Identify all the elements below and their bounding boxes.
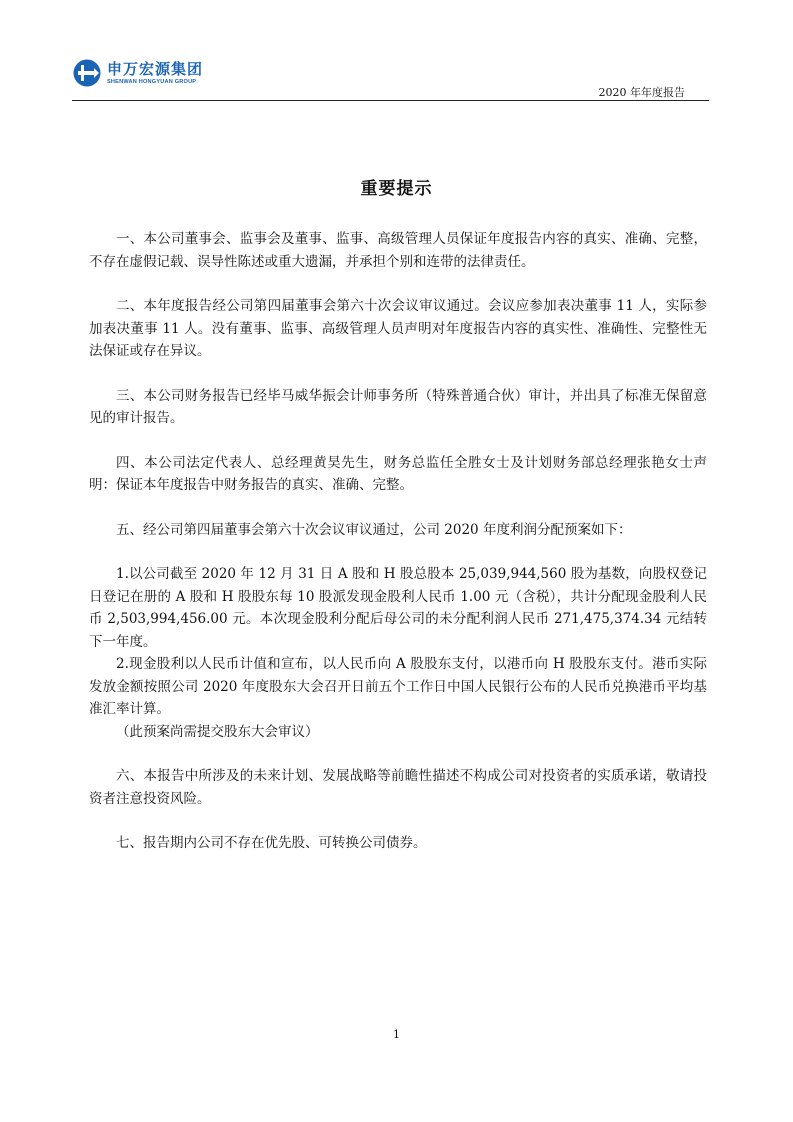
notice-paragraph-5: 五、经公司第四届董事会第六十次会议审议通过，公司 2020 年度利润分配预案如下： xyxy=(116,521,632,538)
logo-chinese-name: 申万宏源集团 xyxy=(107,59,204,78)
dividend-note: （此预案尚需提交股东大会审议） xyxy=(116,723,319,740)
notice-paragraph-7: 七、报告期内公司不存在优先股、可转换公司债券。 xyxy=(116,835,427,851)
report-title: 2020 年年度报告 xyxy=(598,86,685,99)
notice-paragraph-4: 四、本公司法定代表人、总经理黄昊先生，财务总监任全胜女士及计划财务部总经理张艳女士声明：保证本年度报告中财务报告的真实、准确、完整。 xyxy=(89,454,707,493)
notice-paragraph-2: 二、本年度报告经公司第四届董事会第六十次会议审议通过。会议应参加表决董事 11 人，实际参加表决董事 11 人。没有董事、监事、高级管理人员声明对年度报告内容的真实性、准确性、完整性无法保证或存在异议。 xyxy=(89,298,707,359)
logo-english-name: SHENWAN HONGYUAN GROUP xyxy=(107,78,197,85)
logo-mark-icon xyxy=(72,58,102,88)
page-title: 重要提示 xyxy=(360,179,433,199)
company-logo xyxy=(72,58,203,88)
header-divider xyxy=(72,100,709,101)
page-header xyxy=(72,58,709,102)
dividend-item-2: 2.现金股利以人民币计值和宣布，以人民币向 A 股股东支付，以港币向 H 股股东支付。港币实际发放金额按照公司 2020 年度股东大会召开日前五个工作日中国人民银行公布的人民币兑换港币平均基准汇率计算。 xyxy=(89,656,707,717)
body-text xyxy=(89,228,707,855)
dividend-item-1: 1.以公司截至 2020 年 12 月 31 日 A 股和 H 股总股本 25,039,944,560 股为基数，向股权登记日登记在册的 A 股和 H 股股东每 10 股派发现金股利人民币 1.00 元（含税），共计分配现金股利人民币 2,503,994,456.00 元。本次现金股利分配后母公司的未分配利润人民币 271,475,374.34 元结转下一年度。 xyxy=(89,566,707,650)
notice-paragraph-3: 三、本公司财务报告已经毕马威华振会计师事务所（特殊普通合伙）审计，并出具了标准无保留意见的审计报告。 xyxy=(89,387,707,426)
notice-paragraph-6: 六、本报告中所涉及的未来计划、发展战略等前瞻性描述不构成公司对投资者的实质承诺，敬请投资者注意投资风险。 xyxy=(89,768,707,807)
notice-paragraph-1: 一、本公司董事会、监事会及董事、监事、高级管理人员保证年度报告内容的真实、准确、完整，不存在虚假记载、误导性陈述或重大遗漏，并承担个别和连带的法律责任。 xyxy=(89,231,707,270)
page-number: 1 xyxy=(393,1028,400,1041)
